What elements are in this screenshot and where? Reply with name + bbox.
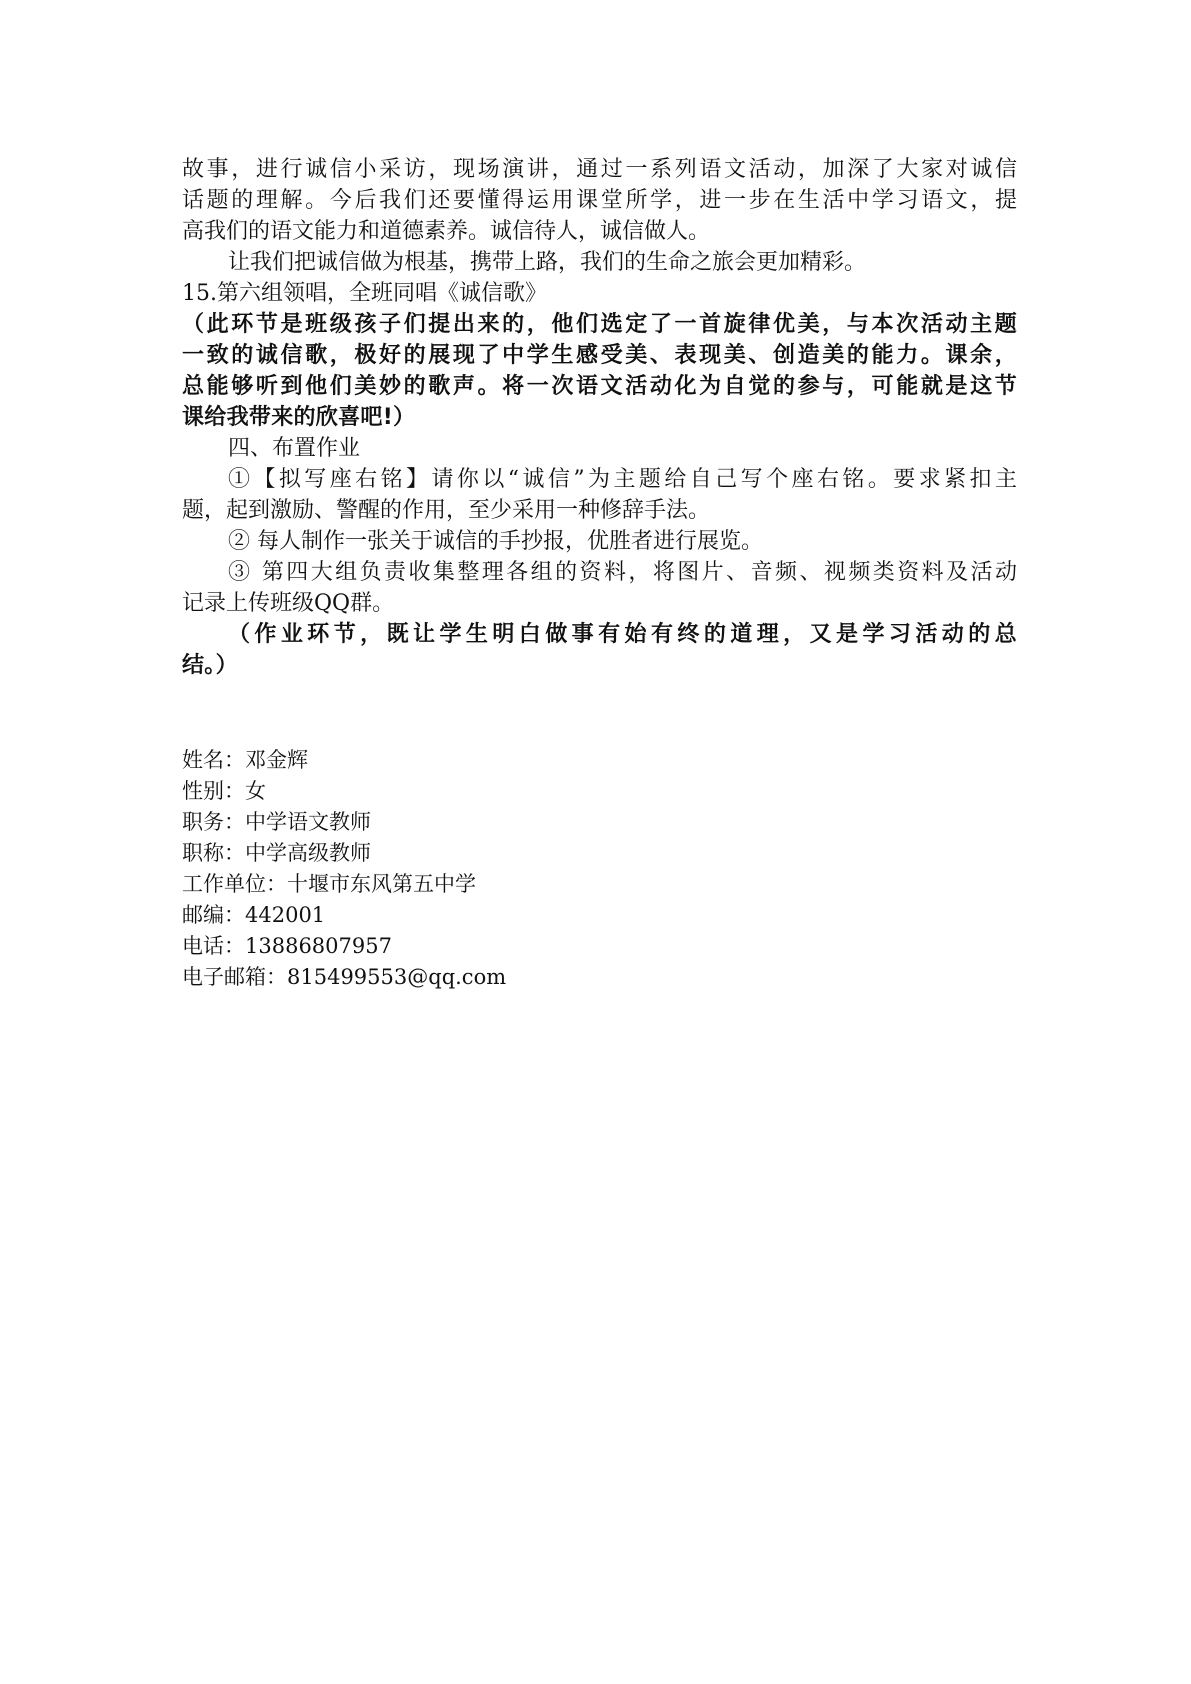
design-note-line: （此环节是班级孩子们提出来的，他们选定了一首旋律优美，与本次活动主题 — [182, 312, 1017, 337]
author-position: 职务：中学语文教师 — [182, 810, 371, 834]
author-title: 职称：中学高级教师 — [182, 841, 371, 865]
homework-item-3-cont: 记录上传班级QQ群。 — [182, 591, 395, 616]
activity-item-15: 15.第六组领唱，全班同唱《诚信歌》 — [182, 281, 547, 306]
paragraph-line: 故事，进行诚信小采访，现场演讲，通过一系列语文活动，加深了大家对诚信 — [182, 157, 1017, 182]
design-note-line: 课给我带来的欣喜吧!） — [182, 405, 416, 430]
document-body — [182, 154, 1017, 993]
homework-note-line: 结。） — [182, 653, 238, 678]
homework-item-3: ③ 第四大组负责收集整理各组的资料，将图片、音频、视频类资料及活动 — [228, 560, 1017, 585]
author-gender: 性别：女 — [182, 779, 266, 803]
design-note-line: 总能够听到他们美妙的歌声。将一次语文活动化为自觉的参与，可能就是这节 — [182, 374, 1017, 399]
author-postcode: 邮编：442001 — [182, 903, 326, 927]
author-email: 电子邮箱：815499553@qq.com — [182, 965, 507, 989]
homework-item-2: ② 每人制作一张关于诚信的手抄报，优胜者进行展览。 — [228, 529, 763, 554]
closing-paragraph: 让我们把诚信做为根基，携带上路，我们的生命之旅会更加精彩。 — [228, 250, 867, 275]
homework-note-line: （作业环节，既让学生明白做事有始有终的道理，又是学习活动的总 — [228, 622, 1017, 647]
spacer — [182, 681, 1017, 745]
author-phone: 电话：13886807957 — [182, 934, 392, 958]
author-name: 姓名：邓金辉 — [182, 748, 308, 772]
design-note-line: 一致的诚信歌，极好的展现了中学生感受美、表现美、创造美的能力。课余， — [182, 343, 1017, 368]
author-info — [182, 745, 1017, 993]
paragraph-line: 高我们的语文能力和道德素养。诚信待人，诚信做人。 — [182, 219, 711, 244]
author-unit: 工作单位：十堰市东风第五中学 — [182, 872, 476, 896]
homework-item-1-cont: 题，起到激励、警醒的作用，至少采用一种修辞手法。 — [182, 498, 711, 523]
paragraph-line: 话题的理解。今后我们还要懂得运用课堂所学，进一步在生活中学习语文，提 — [182, 188, 1017, 213]
section-heading-homework: 四、布置作业 — [228, 436, 361, 461]
homework-item-1: ①【拟写座右铭】请你以“诚信”为主题给自己写个座右铭。要求紧扣主 — [228, 467, 1017, 492]
